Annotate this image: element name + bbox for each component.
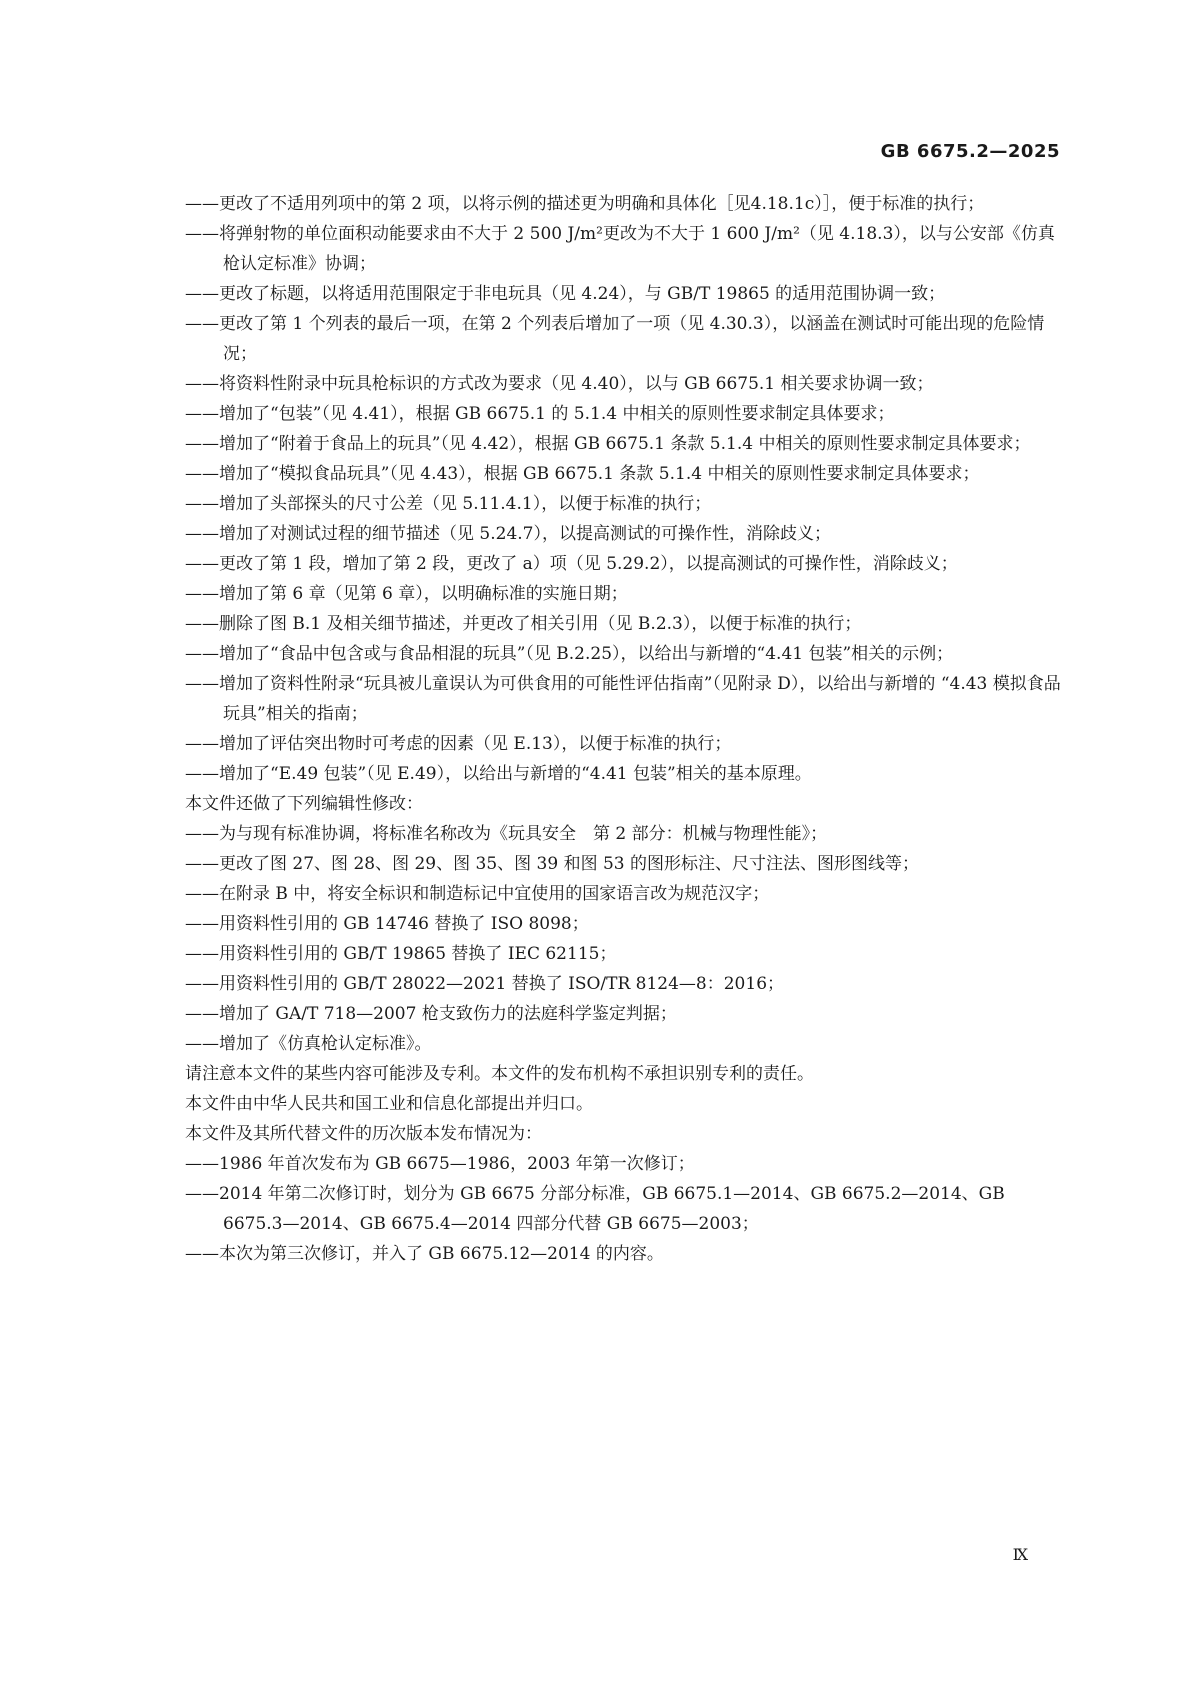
list-item-text: 用资料性引用的 GB/T 28022—2021 替换了 ISO/TR 8124—8：2016；	[219, 974, 785, 994]
editorial-intro: 本文件还做了下列编辑性修改：	[185, 794, 423, 814]
proposer-statement: 本文件由中华人民共和国工业和信息化部提出并归口。	[185, 1094, 593, 1114]
list-dash: ——	[185, 1004, 219, 1024]
list-item-text: 更改了标题，以将适用范围限定于非电玩具（见 4.24），与 GB/T 19865 的适用范围协调一致；	[219, 284, 946, 304]
list-item-text: 增加了头部探头的尺寸公差（见 5.11.4.1），以便于标准的执行；	[219, 494, 712, 514]
page-number: Ⅸ	[1012, 1545, 1028, 1564]
list-dash: ——	[185, 1184, 219, 1204]
list-item-text: 增加了资料性附录“玩具被儿童误认为可供食用的可能性评估指南”（见附录 D），以给出与新增的 “4.43 模拟食品玩具”相关的指南；	[219, 674, 1061, 724]
list-item	[185, 909, 1065, 939]
list-dash: ——	[185, 1034, 219, 1054]
list-item-text: 增加了“E.49 包装”（见 E.49），以给出与新增的“4.41 包装”相关的基本原理。	[219, 764, 812, 784]
list-dash: ——	[185, 524, 219, 544]
list-item	[185, 489, 1065, 519]
list-item	[185, 609, 1065, 639]
list-item-text: 在附录 B 中，将安全标识和制造标记中宜使用的国家语言改为规范汉字；	[219, 884, 770, 904]
list-item	[185, 969, 1065, 999]
list-dash: ——	[185, 644, 219, 664]
list-item-text: 增加了第 6 章（见第 6 章），以明确标准的实施日期；	[219, 584, 628, 604]
list-dash: ——	[185, 554, 219, 574]
list-dash: ——	[185, 914, 219, 934]
document-body	[185, 189, 1065, 1269]
list-item	[185, 429, 1065, 459]
list-dash: ——	[185, 974, 219, 994]
history-intro: 本文件及其所代替文件的历次版本发布情况为：	[185, 1124, 542, 1144]
editorial-changes-list	[185, 819, 1065, 1059]
list-dash: ——	[185, 674, 219, 694]
list-item-text: 更改了第 1 个列表的最后一项，在第 2 个列表后增加了一项（见 4.30.3），以涵盖在测试时可能出现的危险情况；	[219, 314, 1045, 364]
list-dash: ——	[185, 824, 219, 844]
patent-notice: 请注意本文件的某些内容可能涉及专利。本文件的发布机构不承担识别专利的责任。	[185, 1064, 814, 1084]
list-item-text: 增加了“附着于食品上的玩具”（见 4.42），根据 GB 6675.1 条款 5.1.4 中相关的原则性要求制定具体要求；	[219, 434, 1031, 454]
list-item	[185, 939, 1065, 969]
list-dash: ——	[185, 494, 219, 514]
list-dash: ——	[185, 584, 219, 604]
list-dash: ——	[185, 1244, 219, 1264]
list-item	[185, 669, 1065, 729]
list-item-text: 增加了对测试过程的细节描述（见 5.24.7），以提高测试的可操作性，消除歧义；	[219, 524, 831, 544]
list-item	[185, 1239, 1065, 1269]
list-item-text: 用资料性引用的 GB 14746 替换了 ISO 8098；	[219, 914, 589, 934]
list-dash: ——	[185, 434, 219, 454]
list-item-text: 更改了第 1 段，增加了第 2 段，更改了 a）项（见 5.29.2），以提高测试的可操作性，消除歧义；	[219, 554, 958, 574]
list-item	[185, 219, 1065, 279]
list-item	[185, 999, 1065, 1029]
list-item	[185, 639, 1065, 669]
list-item-text: 将资料性附录中玩具枪标识的方式改为要求（见 4.40），以与 GB 6675.1 相关要求协调一致；	[219, 374, 934, 394]
list-dash: ——	[185, 854, 219, 874]
list-item	[185, 759, 1065, 789]
list-item	[185, 369, 1065, 399]
list-item	[185, 399, 1065, 429]
list-item-text: 用资料性引用的 GB/T 19865 替换了 IEC 62115；	[219, 944, 617, 964]
list-dash: ——	[185, 614, 219, 634]
list-item	[185, 309, 1065, 369]
list-item	[185, 1029, 1065, 1059]
list-item	[185, 849, 1065, 879]
list-item-text: 删除了图 B.1 及相关细节描述，并更改了相关引用（见 B.2.3），以便于标准的执行；	[219, 614, 862, 634]
list-dash: ——	[185, 764, 219, 784]
list-item-text: 更改了不适用列项中的第 2 项，以将示例的描述更为明确和具体化［见4.18.1c）］，便于标准的执行；	[219, 194, 985, 214]
technical-changes-list	[185, 189, 1065, 789]
list-item	[185, 519, 1065, 549]
list-item	[185, 189, 1065, 219]
list-item-text: 增加了“包装”（见 4.41），根据 GB 6675.1 的 5.1.4 中相关的原则性要求制定具体要求；	[219, 404, 895, 424]
list-dash: ——	[185, 464, 219, 484]
list-item	[185, 579, 1065, 609]
list-item-text: 增加了“食品中包含或与食品相混的玩具”（见 B.2.25），以给出与新增的“4.41 包装”相关的示例；	[219, 644, 954, 664]
list-dash: ——	[185, 884, 219, 904]
list-dash: ——	[185, 1154, 219, 1174]
list-item	[185, 279, 1065, 309]
list-dash: ——	[185, 314, 219, 334]
list-dash: ——	[185, 374, 219, 394]
list-item-text: 增加了评估突出物时可考虑的因素（见 E.13），以便于标准的执行；	[219, 734, 732, 754]
list-dash: ——	[185, 284, 219, 304]
list-item	[185, 729, 1065, 759]
list-item	[185, 1179, 1065, 1239]
list-dash: ——	[185, 194, 219, 214]
list-item	[185, 819, 1065, 849]
list-dash: ——	[185, 944, 219, 964]
list-item-text: 1986 年首次发布为 GB 6675—1986，2003 年第一次修订；	[219, 1154, 695, 1174]
version-history-list	[185, 1149, 1065, 1269]
list-item	[185, 1149, 1065, 1179]
standard-code-header: GB 6675.2—2025	[880, 141, 1060, 162]
list-item-text: 增加了“模拟食品玩具”（见 4.43），根据 GB 6675.1 条款 5.1.4 中相关的原则性要求制定具体要求；	[219, 464, 980, 484]
list-dash: ——	[185, 224, 219, 244]
list-dash: ——	[185, 404, 219, 424]
list-item-text: 增加了 GA/T 718—2007 枪支致伤力的法庭科学鉴定判据；	[219, 1004, 677, 1024]
list-item-text: 2014 年第二次修订时，划分为 GB 6675 分部分标准，GB 6675.1—2014、GB 6675.2—2014、GB 6675.3—2014、GB 6675.4—2014 四部分代替 GB 6675—2003；	[219, 1184, 1005, 1234]
list-item	[185, 879, 1065, 909]
list-item-text: 本次为第三次修订，并入了 GB 6675.12—2014 的内容。	[219, 1244, 664, 1264]
list-item	[185, 549, 1065, 579]
list-dash: ——	[185, 734, 219, 754]
list-item-text: 更改了图 27、图 28、图 29、图 35、图 39 和图 53 的图形标注、尺寸注法、图形图线等；	[219, 854, 920, 874]
list-item-text: 增加了《仿真枪认定标准》。	[219, 1034, 432, 1054]
list-item-text: 为与现有标准协调，将标准名称改为《玩具安全 第 2 部分：机械与物理性能》；	[219, 824, 828, 844]
list-item	[185, 459, 1065, 489]
list-item-text: 将弹射物的单位面积动能要求由不大于 2 500 J/m²更改为不大于 1 600 J/m²（见 4.18.3），以与公安部《仿真枪认定标准》协调；	[219, 224, 1055, 274]
